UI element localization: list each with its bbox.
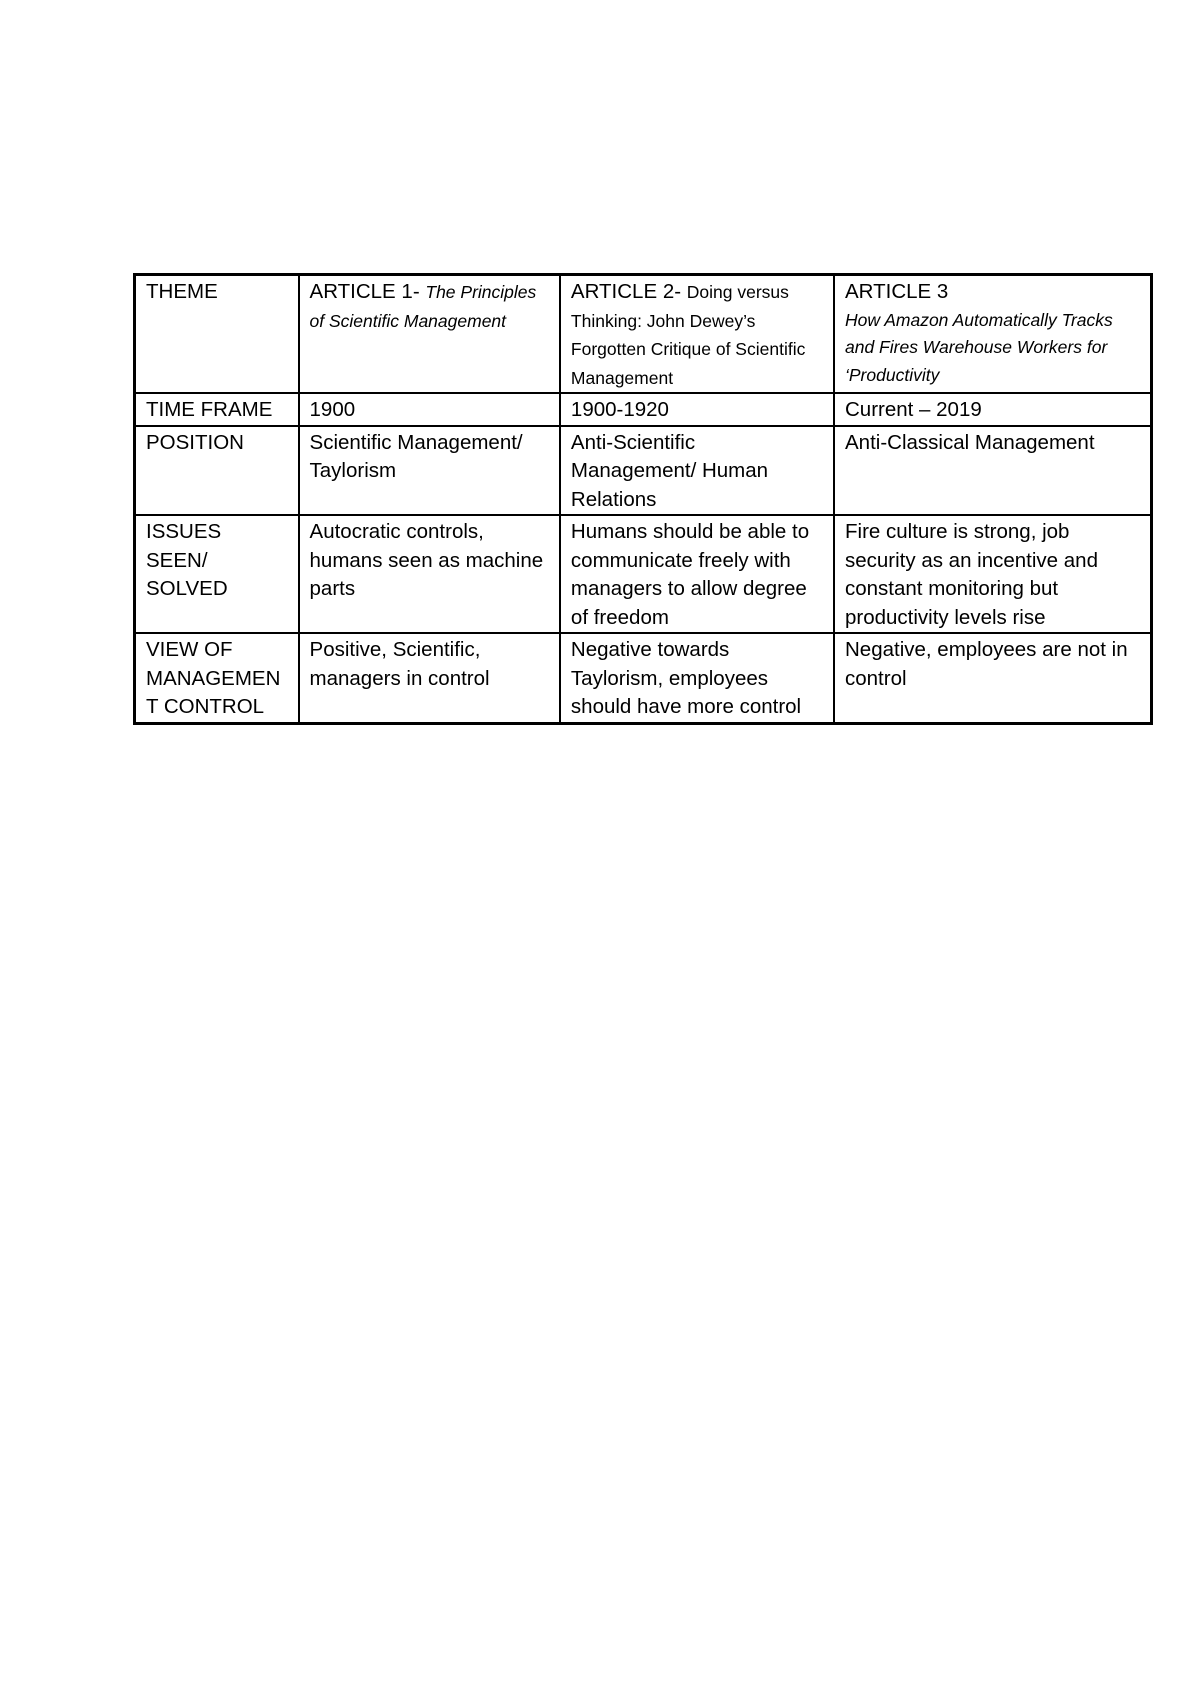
row-article1-cell: Positive, Scientific, managers in control [299,633,560,723]
row-article1-cell: Autocratic controls, humans seen as machine parts [299,515,560,633]
row-article1-cell: 1900 [299,393,560,426]
header-article1-cell [299,275,560,394]
header-theme-label: THEME [146,280,218,303]
header-article2-title: Doing versus Thinking: John Dewey’s Forgotten Critique of Scientific Management [570,282,806,388]
header-article1-label: ARTICLE 1- [309,280,420,303]
row-theme-cell: POSITION [135,426,299,516]
table-row [135,633,1152,723]
row-article3-cell: Current – 2019 [834,393,1152,426]
row-article2-cell: Negative towards Taylorism, employees should have more control [560,633,834,723]
header-article2-cell [560,275,834,394]
comparison-table [133,273,1153,725]
row-theme-cell: VIEW OF MANAGEMEN T CONTROL [135,633,299,723]
row-article2-cell: Anti-Scientific Management/ Human Relations [560,426,834,516]
header-article3-title: How Amazon Automatically Tracks and Fires Warehouse Workers for ‘Productivity [845,309,1113,385]
row-article3-cell: Negative, employees are not in control [834,633,1152,723]
row-article2-cell: Humans should be able to communicate freely with managers to allow degree of freedom [560,515,834,633]
header-article3-cell [834,275,1152,394]
row-article3-cell: Anti-Classical Management [834,426,1152,516]
row-article1-cell: Scientific Management/ Taylorism [299,426,560,516]
row-theme-cell: ISSUES SEEN/ SOLVED [135,515,299,633]
header-article3-label: ARTICLE 3 [845,280,949,303]
table-row [135,515,1152,633]
row-theme-cell: TIME FRAME [135,393,299,426]
table-row [135,393,1152,426]
table-row [135,426,1152,516]
table-header-row [135,275,1152,394]
header-article1-title: The Principles of Scientific Management [309,282,537,331]
header-theme-cell [135,275,299,394]
row-article2-cell: 1900-1920 [560,393,834,426]
header-article2-label: ARTICLE 2- [570,280,682,303]
row-article3-cell: Fire culture is strong, job security as an incentive and constant monitoring but productivity levels rise [834,515,1152,633]
